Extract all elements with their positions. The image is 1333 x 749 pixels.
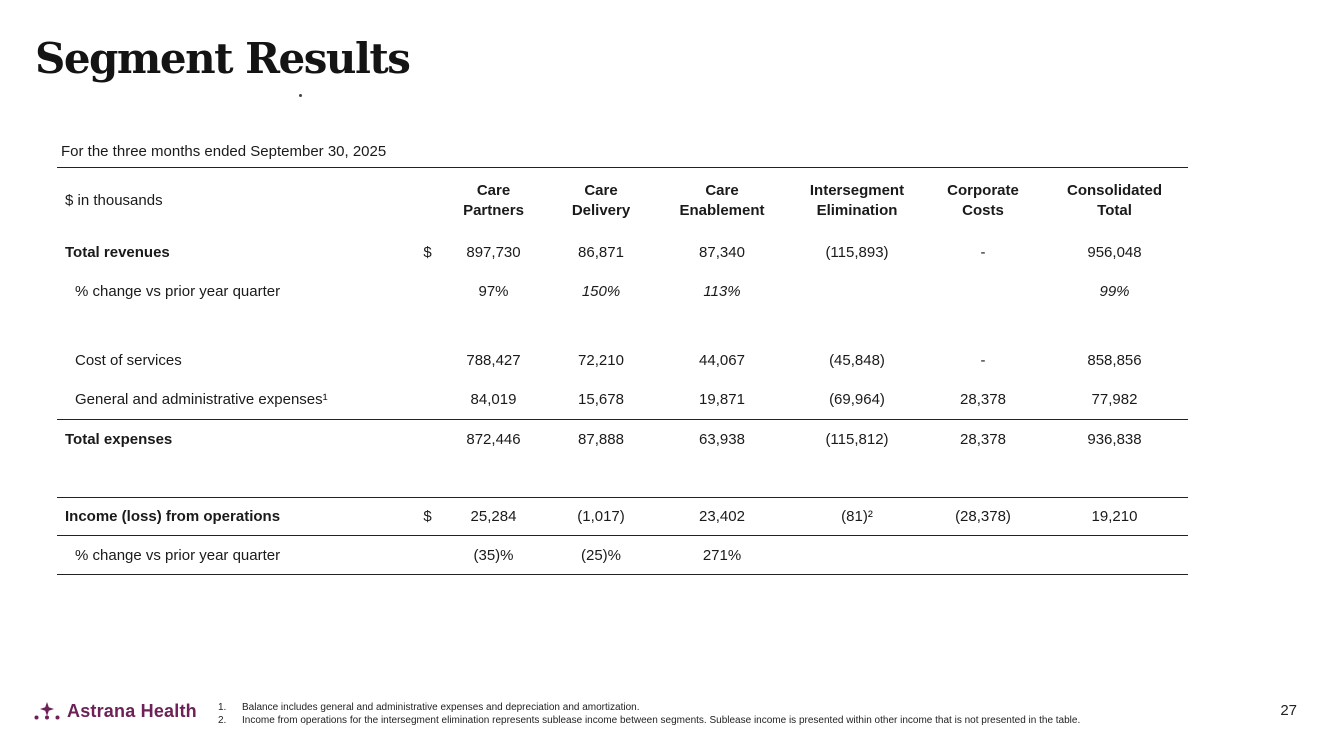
cell: 271% — [702, 546, 742, 564]
cell: 23,402 — [699, 508, 745, 525]
column-header-line: Elimination — [816, 201, 898, 219]
cell: 84,019 — [470, 391, 517, 408]
row-label: Income (loss) from operations — [65, 508, 281, 525]
column-header-intersegment-elimination — [789, 181, 925, 221]
dollar-sign: $ — [423, 244, 432, 261]
column-header-care-enablement — [655, 181, 789, 221]
column-header-consolidated-total — [1041, 181, 1188, 221]
page-title: Segment Results — [35, 34, 410, 83]
column-header-care-delivery — [547, 181, 655, 221]
brand-name: Astrana Health — [67, 700, 197, 721]
footnote-number: 1. — [218, 702, 227, 713]
footnotes — [218, 701, 1158, 727]
cell: (35)% — [473, 546, 514, 564]
cell: (25)% — [580, 546, 621, 564]
footnote-2 — [218, 714, 1158, 727]
cell: 86,871 — [578, 244, 624, 261]
table-row-total-revenues — [57, 233, 1188, 272]
table-row-general-admin-expenses — [57, 380, 1188, 419]
cell: 15,678 — [578, 391, 624, 408]
title-dot — [299, 94, 302, 97]
cell: 97% — [478, 283, 509, 300]
cell: 858,856 — [1087, 352, 1142, 369]
astrana-logo-icon — [34, 700, 60, 722]
column-header-line: Partners — [463, 201, 524, 219]
cell: 87,888 — [578, 430, 624, 448]
table-spacer — [57, 458, 1188, 497]
cell: 19,871 — [699, 391, 745, 408]
dollar-sign: $ — [423, 508, 432, 525]
row-label: % change vs prior year quarter — [75, 546, 281, 564]
row-label: General and administrative expenses¹ — [75, 391, 328, 408]
unit-label: $ in thousands — [65, 192, 163, 209]
cell: 936,838 — [1087, 430, 1142, 448]
cell: 25,284 — [470, 508, 517, 525]
column-header-line: Care — [584, 181, 618, 199]
cell: - — [980, 352, 986, 369]
cell: (115,893) — [825, 244, 889, 261]
cell: 956,048 — [1087, 244, 1142, 261]
table-row-revenue-pct-change — [57, 272, 1188, 311]
cell: 113% — [703, 283, 741, 300]
cell: - — [980, 244, 986, 261]
column-header-corporate-costs — [925, 181, 1041, 221]
column-header-line: Total — [1097, 201, 1132, 219]
row-label: Cost of services — [75, 352, 182, 369]
column-header-care-partners — [440, 181, 547, 221]
table-row-income-pct-change — [57, 536, 1188, 575]
table-row-income-from-operations — [57, 497, 1188, 536]
column-header-line: Corporate — [947, 181, 1019, 199]
cell: 44,067 — [699, 352, 745, 369]
brand-logo — [34, 700, 197, 722]
table-header-row — [57, 167, 1188, 233]
cell: 788,427 — [466, 352, 521, 369]
cell: 897,730 — [466, 244, 521, 261]
column-header-line: Costs — [962, 201, 1004, 219]
column-header-line: Enablement — [679, 201, 765, 219]
column-header-line: Care — [705, 181, 739, 199]
period-subtitle: For the three months ended September 30, 2025 — [61, 143, 387, 160]
footnote-number: 2. — [218, 715, 227, 726]
table-row-total-expenses — [57, 419, 1188, 458]
row-label: Total expenses — [65, 430, 173, 448]
cell: 99% — [1099, 283, 1130, 300]
row-label: Total revenues — [65, 244, 170, 261]
footnote-1 — [218, 701, 1158, 714]
column-header-line: Care — [476, 181, 511, 199]
cell: 872,446 — [466, 430, 521, 448]
footnote-text: Balance includes general and administrative expenses and depreciation and amortization. — [242, 702, 640, 713]
cell: 19,210 — [1091, 508, 1138, 525]
cell: (45,848) — [829, 352, 885, 369]
cell: 28,378 — [960, 430, 1006, 448]
cell: (1,017) — [577, 508, 625, 525]
table-row-cost-of-services — [57, 341, 1188, 380]
cell: 150% — [581, 283, 621, 300]
cell: 77,982 — [1091, 391, 1138, 408]
table-spacer — [57, 311, 1188, 341]
page-number: 27 — [1280, 702, 1297, 719]
cell: (115,812) — [825, 430, 889, 448]
row-label: % change vs prior year quarter — [75, 283, 281, 300]
cell: 63,938 — [699, 430, 745, 448]
cell: (81)² — [841, 508, 873, 525]
cell: 72,210 — [578, 352, 624, 369]
cell: (28,378) — [955, 508, 1011, 525]
column-header-line: Delivery — [571, 201, 631, 219]
segment-results-table — [57, 167, 1188, 575]
cell: 87,340 — [699, 244, 745, 261]
column-header-line: Consolidated — [1066, 181, 1162, 199]
column-header-line: Intersegment — [809, 181, 905, 199]
footnote-text: Income from operations for the intersegment elimination represents sublease income between segments. Sublease income is presented within other income that is not presented in the table. — [242, 715, 1081, 726]
cell: (69,964) — [829, 391, 885, 408]
cell: 28,378 — [960, 391, 1006, 408]
